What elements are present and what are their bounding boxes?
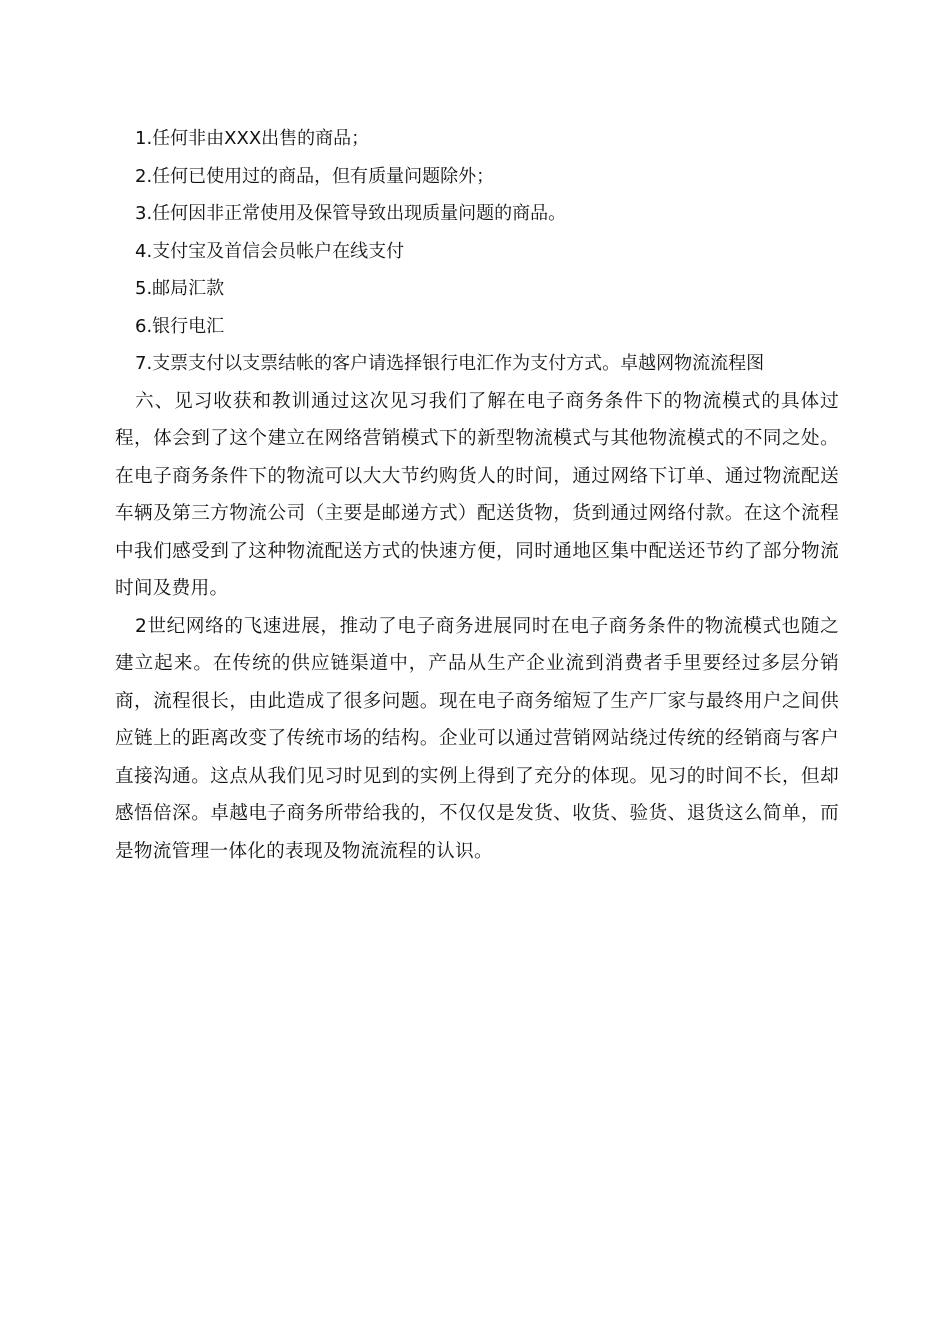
paragraph-reflection: 2世纪网络的飞速进展，推动了电子商务进展同时在电子商务条件的物流模式也随之建立起来。在传统的供应链渠道中，产品从生产企业流到消费者手里要经过多层分销商，流程很长，由此造成了很多问题。现在电子商务缩短了生产厂家与最终用户之间供应链上的距离改变了传统市场的结构。企业可以通过营销网站绕过传统的经销商与客户直接沟通。这点从我们见习时见到的实例上得到了充分的体现。见习的时间不长，但却感悟倍深。卓越电子商务所带给我的，不仅仅是发货、收货、验货、退货这么简单，而是物流管理一体化的表现及物流流程的认识。 xyxy=(115,615,839,862)
list-item: 5.邮局汇款 xyxy=(135,278,225,299)
list-item: 4.支付宝及首信会员帐户在线支付 xyxy=(135,240,405,262)
list-item: 7.支票支付以支票结帐的客户请选择银行电汇作为支付方式。卓越网物流流程图 xyxy=(135,353,765,374)
document-body xyxy=(115,120,839,870)
paragraph-summary: 六、见习收获和教训通过这次见习我们了解在电子商务条件下的物流模式的具体过程，体会到了这个建立在网络营销模式下的新型物流模式与其他物流模式的不同之处。在电子商务条件下的物流可以大大节约购货人的时间，通过网络下订单、通过物流配送车辆及第三方物流公司（主要是邮递方式）配送货物，货到通过网络付款。在这个流程中我们感受到了这种物流配送方式的快速方便，同时通地区集中配送还节约了部分物流时间及费用。 xyxy=(115,390,839,599)
list-item: 2.任何已使用过的商品，但有质量问题除外； xyxy=(135,165,495,187)
list-item: 3.任何因非正常使用及保管导致出现质量问题的商品。 xyxy=(135,203,567,224)
list-item: 1.任何非由XXX出售的商品； xyxy=(135,128,370,149)
list-item: 6.银行电汇 xyxy=(135,315,225,337)
